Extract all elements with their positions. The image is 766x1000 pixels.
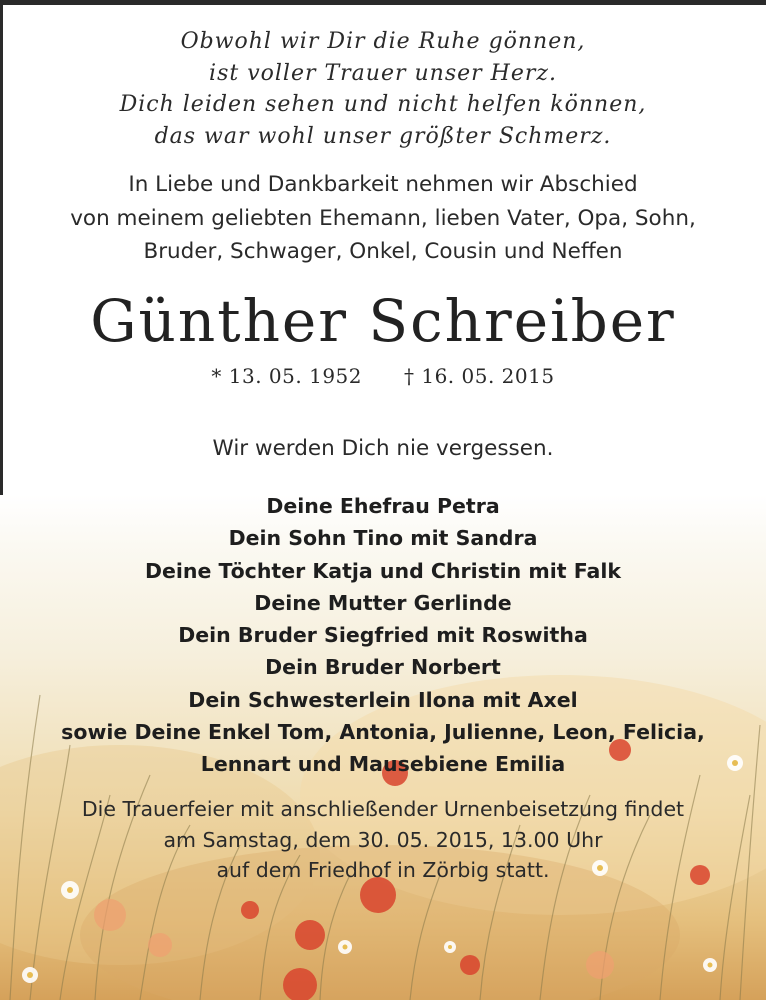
- service-line: am Samstag, dem 30. 05. 2015, 13.00 Uhr: [163, 827, 603, 852]
- poem-line: ist voller Trauer unser Herz.: [209, 60, 557, 86]
- mourner-line: Dein Sohn Tino mit Sandra: [228, 526, 538, 551]
- poem-line: Dich leiden sehen und nicht helfen können,: [119, 92, 647, 117]
- deceased-name: Günther Schreiber: [90, 287, 676, 355]
- birth-date: * 13. 05. 1952: [211, 364, 362, 388]
- top-border: [0, 0, 766, 5]
- service-line: Die Trauerfeier mit anschließender Urnenbeisetzung findet: [81, 797, 685, 821]
- mourner-line: Lennart und Mausebiene Emilia: [200, 752, 566, 777]
- service-line: auf dem Friedhof in Zörbig statt.: [216, 858, 550, 882]
- intro-line: Bruder, Schwager, Onkel, Cousin und Neffen: [143, 239, 623, 264]
- mourner-line: Deine Mutter Gerlinde: [254, 590, 512, 615]
- mourner-line: Dein Bruder Siegfried mit Roswitha: [178, 623, 588, 648]
- poem: [0, 26, 766, 152]
- mourners-list: [0, 490, 766, 781]
- intro-line: In Liebe und Dankbarkeit nehmen wir Abschied: [128, 172, 638, 197]
- mourner-line: Deine Ehefrau Petra: [266, 494, 500, 518]
- poem-line: das war wohl unser größter Schmerz.: [154, 123, 612, 149]
- life-dates: [0, 358, 766, 394]
- mourner-line: Dein Schwesterlein Ilona mit Axel: [188, 687, 578, 712]
- intro-line: von meinem geliebten Ehemann, lieben Vater, Opa, Sohn,: [70, 205, 696, 231]
- mourner-line: Dein Bruder Norbert: [265, 655, 501, 680]
- funeral-service-info: [0, 794, 766, 886]
- poem-line: Obwohl wir Dir die Ruhe gönnen,: [180, 29, 586, 54]
- death-date: † 16. 05. 2015: [404, 364, 555, 388]
- farewell-intro: [0, 168, 766, 269]
- mourner-line: sowie Deine Enkel Tom, Antonia, Julienne, Leon, Felicia,: [61, 720, 705, 745]
- farewell-quote: Wir werden Dich nie vergessen.: [212, 436, 554, 461]
- mourner-line: Deine Töchter Katja und Christin mit Falk: [144, 558, 622, 583]
